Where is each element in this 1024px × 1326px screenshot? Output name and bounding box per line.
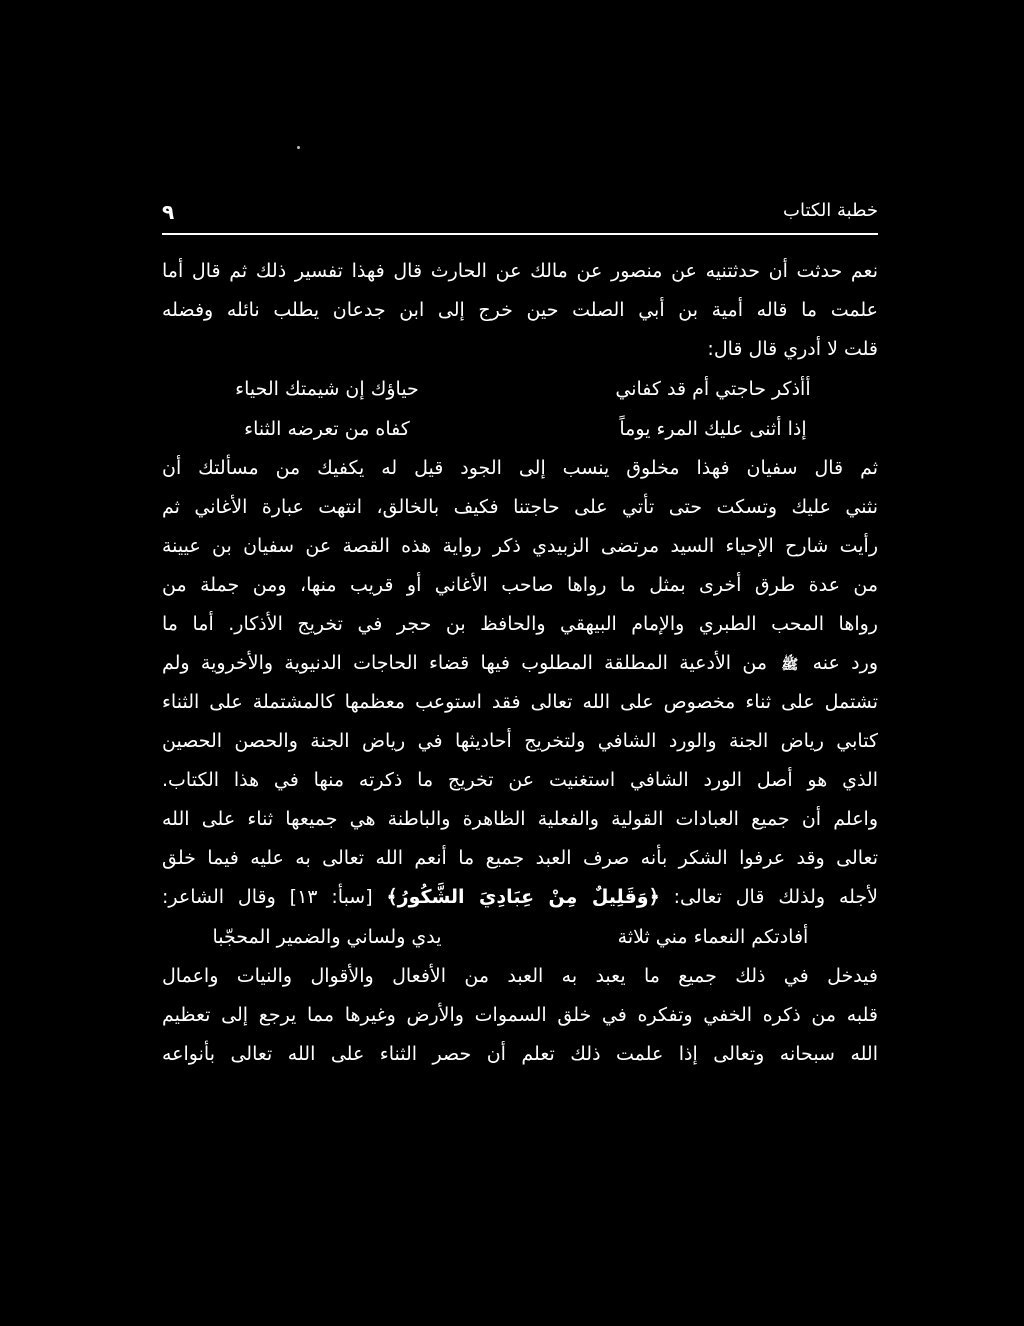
text-line: الذي هو أصل الورد الشافي استغنيت عن تخريج ما ذكرته منها في هذا الكتاب.: [162, 769, 878, 791]
quran-quote: ﴿وَقَلِيلٌ مِنْ عِبَادِيَ الشَّكُورُ﴾: [386, 886, 660, 908]
text-line: واعلم أن جميع العبادات القولية والفعلية الظاهرة والباطنة هي جميعها ثناء على الله: [162, 808, 878, 830]
text-line: الله سبحانه وتعالى إذا علمت ذلك تعلم أن حصر الثناء على الله تعالى بأنواعه: [162, 1043, 878, 1065]
text-segment: لأجله ولذلك قال تعالى:: [673, 886, 878, 908]
text-segment: من الأدعية المطلقة المطلوب فيها قضاء الحاجات الدنيوية والأخروية ولم: [162, 652, 768, 674]
text-line: علمت ما قاله أمية بن أبي الصلت حين خرج إلى ابن جدعان يطلب نائله وفضله: [162, 299, 878, 321]
text-line: ثم قال سفيان فهذا مخلوق ينسب إلى الجود قيل له يكفيك من مسألتك أن: [162, 457, 878, 479]
header-rule: [162, 233, 878, 235]
scan-speck: [297, 146, 300, 149]
verse-first-hemistich: أأذكر حاجتي أم قد كفاني: [615, 378, 811, 400]
verse-second-hemistich: كفاه من تعرضه الثناء: [244, 418, 410, 440]
running-title: خطبة الكتاب: [783, 200, 878, 221]
text-segment: ورد عنه: [812, 652, 878, 674]
poem-verse: [162, 409, 878, 449]
text-line: تعالى وقد عرفوا الشكر بأنه صرف العبد جميع ما أنعم الله تعالى به عليه فيما خلق: [162, 847, 878, 869]
text-line: تشتمل على ثناء مخصوص على الله تعالى فقد استوعب معظمها كالمشتملة على الثناء: [162, 691, 878, 713]
text-line: [162, 644, 878, 683]
poem-verse: [162, 369, 878, 409]
text-line: رأيت شارح الإحياء السيد مرتضى الزبيدي ذكر رواية هذه القصة عن سفيان بن عيينة: [162, 535, 878, 557]
text-line: قلبه من ذكره الخفي وتفكره في خلق السموات والأرض وغيرها مما يرجع إلى تعظيم: [162, 1004, 878, 1026]
page-number: ٩: [162, 200, 175, 224]
verse-second-hemistich: حياؤك إن شيمتك الحياء: [235, 378, 419, 400]
verse-second-hemistich: يدي ولساني والضمير المحجّبا: [212, 926, 442, 948]
text-line: كتابي رياض الجنة والورد الشافي ولتخريج أحاديثها في رياض الجنة والحصن الحصين: [162, 730, 878, 752]
text-line: نثني عليك وتسكت حتى تأتي على حاجتنا فكيف بالخالق، انتهت عبارة الأغاني ثم: [162, 496, 878, 518]
verse-first-hemistich: إذا أثنى عليك المرء يوماً: [619, 418, 807, 440]
poem-verse: [162, 917, 878, 957]
text-line: [162, 878, 878, 917]
verse-first-hemistich: أفادتكم النعماء مني ثلاثة: [617, 926, 809, 948]
page-header: [162, 200, 878, 228]
text-line: نعم حدثت أن حدثتنيه عن منصور عن مالك عن الحارث قال فهذا تفسير ذلك ثم قال أما: [162, 260, 878, 282]
text-line: قلت لا أدري قال قال:: [707, 338, 878, 360]
salawat-honorific: ﷺ: [781, 657, 799, 673]
text-line: رواها المحب الطبري والإمام البيهقي والحافظ بن حجر في تخريج الأذكار. أما ما: [162, 613, 878, 635]
text-line: من عدة طرق أخرى بمثل ما رواها صاحب الأغاني أو قريب منها، ومن جملة من: [162, 574, 878, 596]
text-line: فيدخل في ذلك جميع ما يعبد به العبد من الأفعال والأقوال والنيات واعمال: [162, 965, 878, 987]
quran-citation: [سبأ: ١٣] وقال الشاعر:: [162, 886, 373, 908]
body-text: [162, 252, 878, 1074]
